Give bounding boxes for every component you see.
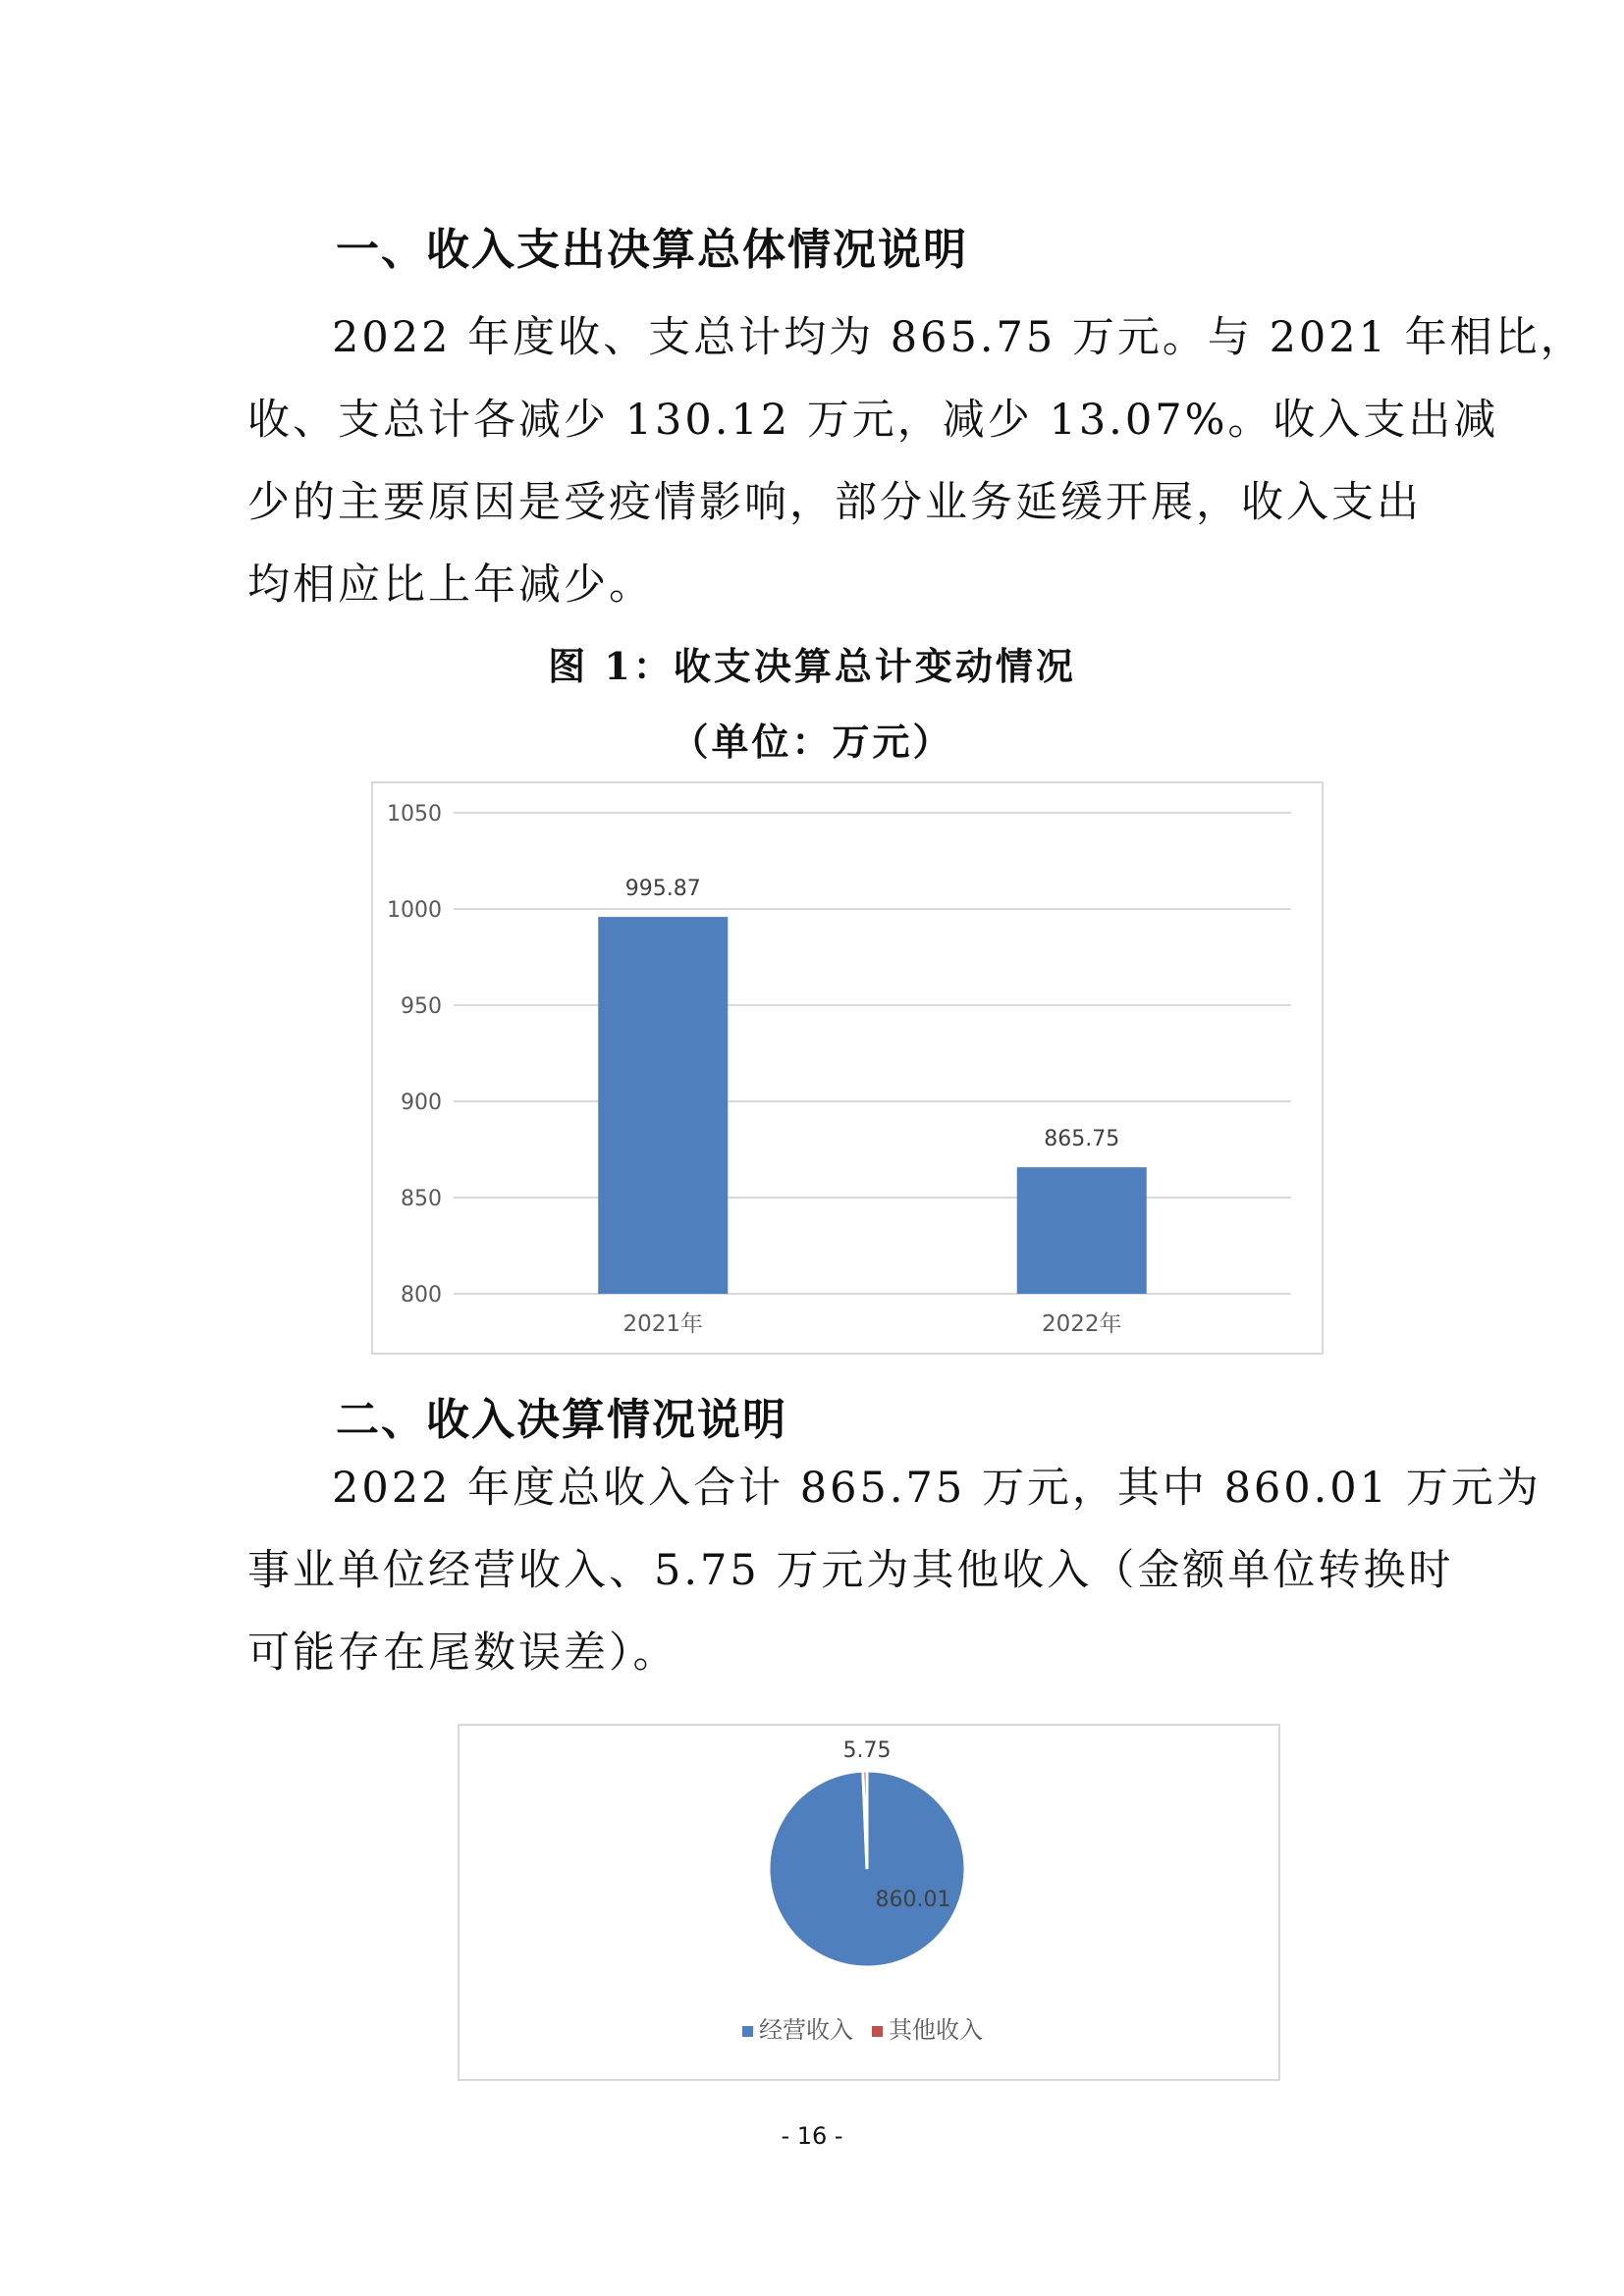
paragraph-2-line: 2022 年度总收入合计 865.75 万元，其中 860.01 万元为 bbox=[332, 1464, 1542, 1513]
paragraph-1-line: 少的主要原因是受疫情影响，部分业务延缓开展，收入支出 bbox=[247, 478, 1422, 527]
y-tick-label: 800 bbox=[401, 1283, 442, 1308]
legend-label: 经营收入 bbox=[759, 2016, 853, 2044]
y-tick-label: 900 bbox=[401, 1091, 442, 1115]
y-tick-label: 850 bbox=[401, 1187, 442, 1211]
pie-data-label: 5.75 bbox=[842, 1738, 892, 1763]
paragraph-2-line: 事业单位经营收入、5.75 万元为其他收入（金额单位转换时 bbox=[247, 1546, 1454, 1595]
figure-unit: （单位：万元） bbox=[671, 720, 953, 764]
figure-caption: 图 1：收支决算总计变动情况 bbox=[548, 644, 1076, 688]
paragraph-1-line: 均相应比上年减少。 bbox=[247, 561, 654, 610]
section-heading-1: 一、收入支出决算总体情况说明 bbox=[336, 225, 968, 275]
y-tick-label: 1050 bbox=[387, 802, 442, 827]
paragraph-1 bbox=[247, 296, 1586, 626]
bar-chart-svg bbox=[373, 783, 1322, 1353]
paragraph-2-line: 可能存在尾数误差）。 bbox=[247, 1629, 678, 1678]
y-tick-label: 950 bbox=[401, 994, 442, 1019]
pie-chart-svg bbox=[460, 1726, 1278, 2079]
pie-chart bbox=[458, 1724, 1280, 2081]
bar bbox=[1017, 1167, 1147, 1294]
x-tick-label: 2022年 bbox=[1041, 1311, 1122, 1337]
pie-data-label: 860.01 bbox=[875, 1888, 951, 1912]
bar-data-label: 995.87 bbox=[624, 877, 701, 902]
legend-label: 其他收入 bbox=[889, 2016, 983, 2044]
bar-chart bbox=[371, 781, 1324, 1355]
x-tick-label: 2021年 bbox=[623, 1311, 704, 1337]
legend-swatch bbox=[742, 2026, 753, 2037]
paragraph-1-line: 收、支总计各减少 130.12 万元，减少 13.07%。收入支出减 bbox=[247, 396, 1499, 445]
paragraph-1-line: 2022 年度收、支总计均为 865.75 万元。与 2021 年相比， bbox=[332, 313, 1586, 362]
section-heading-2: 二、收入决算情况说明 bbox=[336, 1395, 787, 1445]
paragraph-2 bbox=[247, 1447, 1542, 1694]
bar-data-label: 865.75 bbox=[1044, 1127, 1120, 1152]
bar bbox=[598, 917, 728, 1294]
y-tick-label: 1000 bbox=[387, 898, 442, 923]
legend-swatch bbox=[872, 2026, 883, 2037]
page-number: - 16 - bbox=[781, 2122, 843, 2150]
